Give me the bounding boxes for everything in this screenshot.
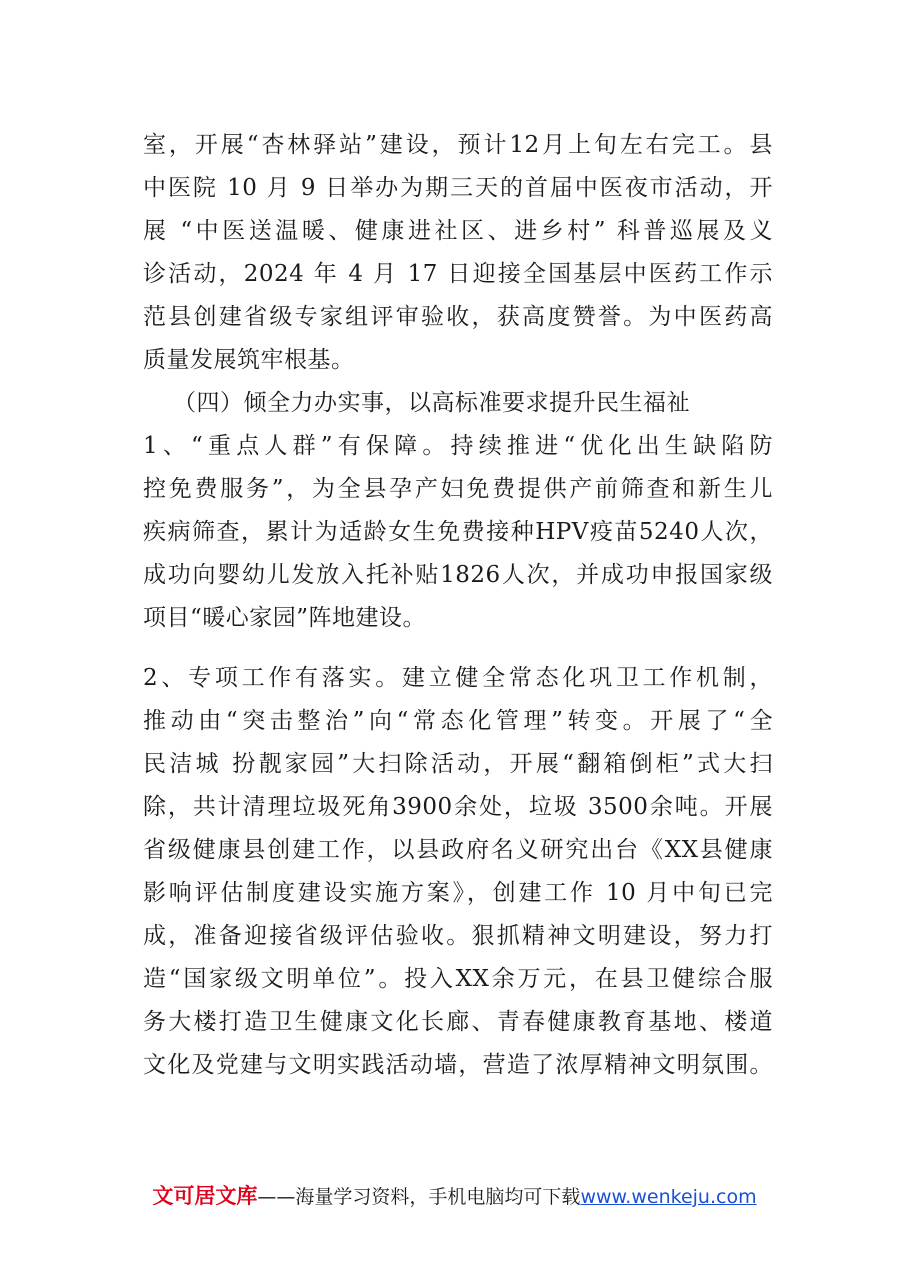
text-line: 项目“暖心家园”阵地建设。 xyxy=(143,605,427,631)
text-line: 1、“重点人群”有保障。持续推进“优化出生缺陷防 xyxy=(143,433,773,459)
text-line: 范县创建省级专家组评审验收，获高度赞誉。为中医药高 xyxy=(143,304,773,330)
text-line: 室，开展“杏林驿站”建设，预计12月上旬左右完工。县 xyxy=(143,132,773,158)
text-line: 中医院 10 月 9 日举办为期三天的首届中医夜市活动，开 xyxy=(143,175,773,201)
text-line: 推动由“突击整治”向“常态化管理”转变。开展了“全 xyxy=(143,708,773,734)
text-line: 文化及党建与文明实践活动墙，营造了浓厚精神文明氛围。 xyxy=(143,1052,773,1078)
text-line: 展 “中医送温暖、健康进社区、进乡村” 科普巡展及义 xyxy=(143,218,773,244)
text-line: 影响评估制度建设实施方案》，创建工作 10 月中旬已完 xyxy=(143,880,773,906)
text-line: 质量发展筑牢根基。 xyxy=(143,347,355,373)
footer-website-link[interactable]: www.wenkeju.com xyxy=(580,1186,757,1208)
text-line: 除，共计清理垃圾死角3900余处，垃圾 3500余吨。开展 xyxy=(143,794,773,820)
text-line: 控免费服务”，为全县孕产妇免费提供产前筛查和新生儿 xyxy=(143,476,773,502)
text-line: 民洁城 扮靓家园”大扫除活动，开展“翻箱倒柜”式大扫 xyxy=(143,751,773,777)
paragraph-gap xyxy=(143,640,773,657)
text-line: 成，准备迎接省级评估验收。狠抓精神文明建设，努力打 xyxy=(143,923,773,949)
text-line: 造“国家级文明单位”。投入XX余万元，在县卫健综合服 xyxy=(143,966,773,992)
footer-brand: 文可居文库 xyxy=(152,1184,258,1208)
text-line: 务大楼打造卫生健康文化长廊、青春健康教育基地、楼道 xyxy=(143,1009,773,1035)
text-line: 省级健康县创建工作，以县政府名义研究出台《XX县健康 xyxy=(143,837,773,863)
body-text xyxy=(143,124,773,1087)
section-heading: （四）倾全力办实事，以高标准要求提升民生福祉 xyxy=(173,390,690,416)
text-line: 疾病筛查，累计为适龄女生免费接种HPV疫苗5240人次， xyxy=(143,519,773,545)
text-line: 成功向婴幼儿发放入托补贴1826人次，并成功申报国家级 xyxy=(143,562,773,588)
text-line: 2、专项工作有落实。建立健全常态化巩卫工作机制， xyxy=(143,665,773,691)
footer-banner xyxy=(0,1178,909,1215)
footer-tagline: ——海量学习资料，手机电脑均可下载 xyxy=(257,1186,581,1208)
text-line: 诊活动，2024 年 4 月 17 日迎接全国基层中医药工作示 xyxy=(143,261,773,287)
